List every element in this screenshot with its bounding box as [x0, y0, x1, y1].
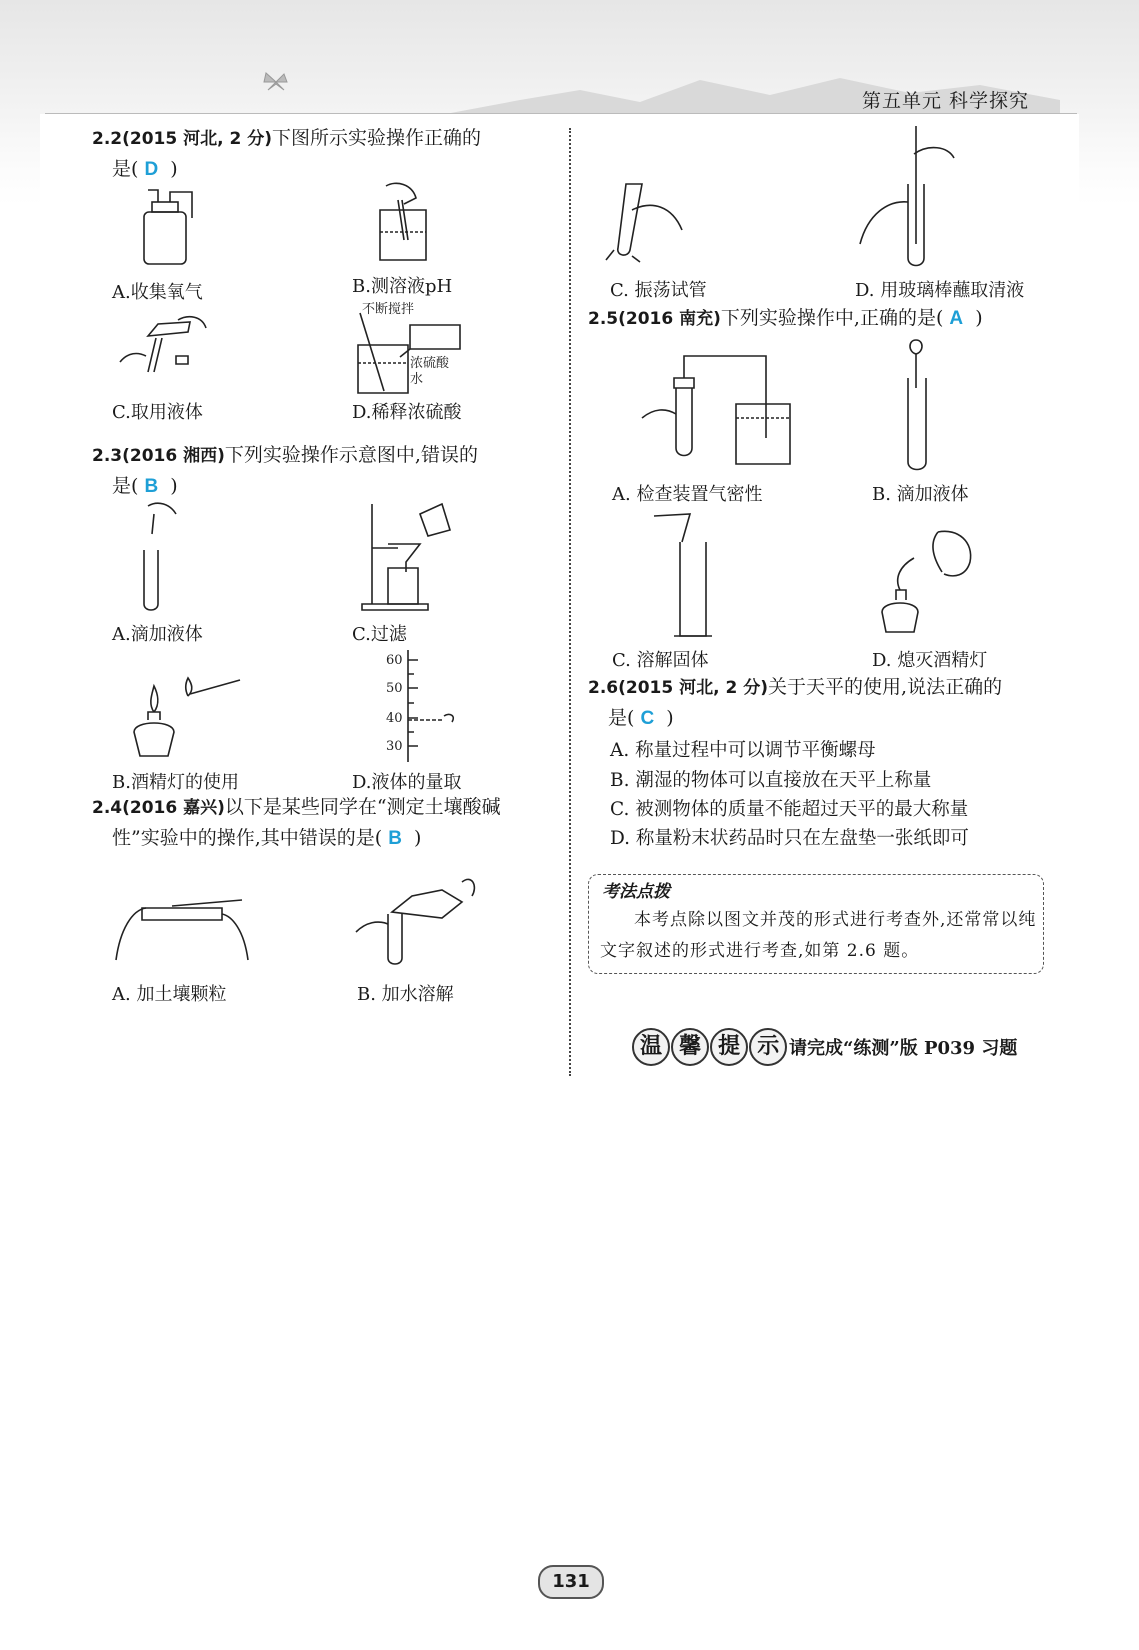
option-2-2-c: C.取用液体	[112, 402, 203, 423]
option-2-5-b: B. 滴加液体	[872, 484, 969, 505]
figure-shake-tube	[602, 180, 698, 264]
option-2-3-a: A.滴加液体	[112, 624, 203, 645]
choice-2-6-c: C. 被测物体的质量不能超过天平的最大称量	[610, 799, 969, 820]
reminder-text: 请完成“练测”版 P039 习题	[789, 1038, 1018, 1059]
reminder-char-3: 提	[710, 1028, 748, 1066]
figure-drop-liquid	[140, 500, 200, 612]
answer-2-3: B	[144, 476, 159, 497]
choice-2-6-a: A. 称量过程中可以调节平衡螺母	[610, 740, 876, 761]
unit-title: 第五单元 科学探究	[861, 90, 1029, 112]
option-2-4-b: B. 加水溶解	[357, 984, 454, 1005]
reminder-char-2: 馨	[671, 1028, 709, 1066]
question-2-2: 2.2(2015 河北, 2 分)下图所示实验操作正确的 是( D )	[92, 127, 482, 180]
choice-2-6-d: D. 称量粉末状药品时只在左盘垫一张纸即可	[610, 828, 969, 849]
reminder-char-4: 示	[749, 1028, 787, 1066]
column-divider	[569, 128, 571, 1076]
warm-reminder-badge	[632, 1028, 783, 1066]
figure-measure-ph	[376, 180, 456, 268]
figure-check-airtight	[640, 348, 790, 468]
figure-graduated-cylinder	[372, 648, 462, 766]
option-2-5-a: A. 检查装置气密性	[612, 484, 763, 505]
figure-add-soil	[112, 880, 252, 962]
label-stir: 不断搅拌	[362, 302, 415, 317]
tick-40: 40	[386, 711, 403, 726]
butterfly-icon	[262, 70, 290, 94]
tick-50: 50	[386, 681, 403, 696]
tick-30: 30	[386, 739, 403, 754]
answer-2-6: C	[640, 708, 655, 729]
option-2-2-d: D.稀释浓硫酸	[352, 402, 462, 423]
figure-dip-clear-liquid	[858, 124, 968, 270]
option-2-4-c: C. 振荡试管	[610, 280, 707, 301]
question-2-4: 2.4(2016 嘉兴)以下是某些同学在“测定土壤酸碱 性”实验中的操作,其中错误的是( B )	[92, 796, 501, 849]
tip-label: 考法点拨	[598, 877, 674, 902]
option-2-3-b: B.酒精灯的使用	[112, 772, 239, 793]
option-2-3-c: C.过滤	[352, 624, 407, 645]
figure-filter	[358, 500, 468, 612]
choice-2-6-b: B. 潮湿的物体可以直接放在天平上称量	[610, 770, 932, 791]
option-2-4-d: D. 用玻璃棒蘸取清液	[855, 280, 1025, 301]
figure-extinguish-lamp	[878, 528, 978, 638]
figure-drop-liquid-2	[898, 338, 938, 472]
figure-take-liquid	[118, 312, 218, 382]
option-2-5-d: D. 熄灭酒精灯	[872, 650, 988, 671]
reminder-char-1: 温	[632, 1028, 670, 1066]
option-2-3-d: D.液体的量取	[352, 772, 462, 793]
option-2-4-a: A. 加土壤颗粒	[112, 984, 227, 1005]
tip-text: 本考点除以图文并茂的形式进行考查外,还常常以纯文字叙述的形式进行考查,如第 2.6 题。	[600, 910, 1037, 961]
figure-alcohol-lamp	[130, 676, 250, 758]
answer-2-2: D	[144, 159, 159, 180]
tick-60: 60	[386, 653, 403, 668]
option-2-2-a: A.收集氧气	[112, 282, 203, 303]
question-2-5: 2.5(2016 南充)下列实验操作中,正确的是( A )	[588, 307, 983, 329]
page-number: 131	[538, 1565, 604, 1599]
answer-2-4: B	[388, 828, 402, 849]
figure-collect-oxygen	[140, 188, 200, 268]
figure-dilute-acid	[350, 302, 480, 395]
figure-dissolve-solid	[650, 512, 732, 642]
label-conc-acid: 浓硫酸	[410, 356, 450, 371]
option-2-2-b: B.测溶液pH	[352, 276, 453, 297]
option-2-5-c: C. 溶解固体	[612, 650, 709, 671]
question-2-6: 2.6(2015 河北, 2 分)关于天平的使用,说法正确的 是( C )	[588, 676, 1003, 729]
question-2-3: 2.3(2016 湘西)下列实验操作示意图中,错误的 是( B )	[92, 444, 478, 497]
label-water: 水	[410, 372, 424, 387]
answer-2-5: A	[949, 308, 964, 329]
figure-add-water	[352, 872, 482, 967]
